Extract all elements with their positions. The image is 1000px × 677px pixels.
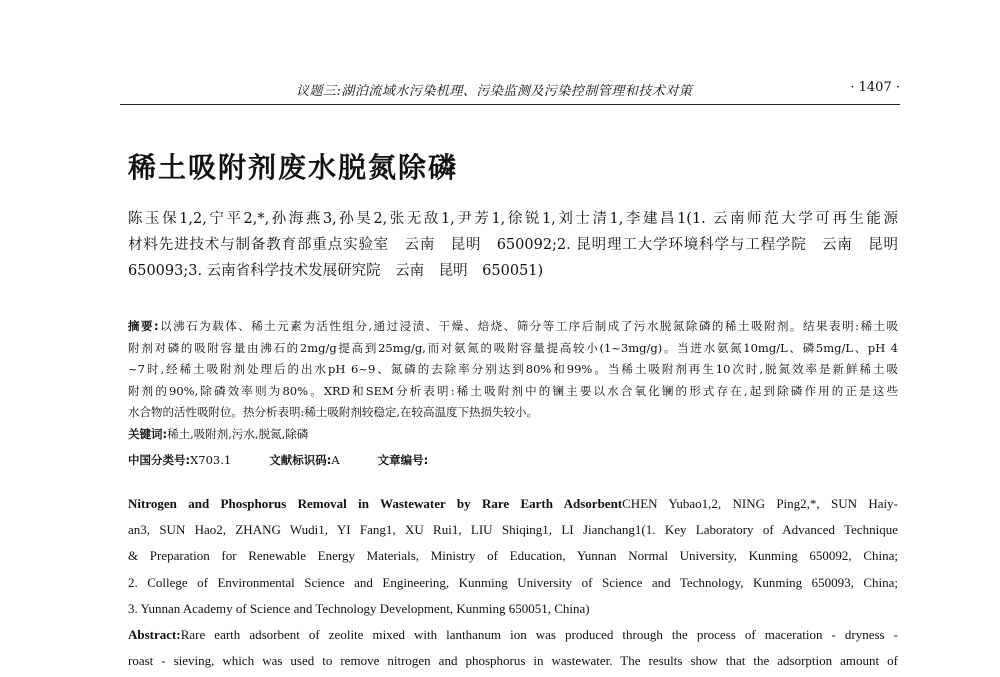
authors-line: 650093;3. 云南省科学技术发展研究院 云南 昆明 650051)	[128, 263, 544, 279]
abstract-label: 摘要:	[128, 319, 159, 333]
english-title: Nitrogen and Phosphorus Removal in Wastewater by Rare Earth Adsorbent	[128, 496, 623, 511]
english-abstract-label: Abstract:	[128, 626, 181, 642]
abstract-line: 水合物的活性吸附位。热分析表明:稀土吸附剂较稳定,在较高温度下热损失较小。	[128, 405, 539, 419]
authors-line: 陈玉保1,2,宁平2,*,孙海燕3,孙昊2,张无敌1,尹芳1,徐锐1,刘士清1,李建昌1(1. 云南师范大学可再生能源	[128, 211, 898, 227]
paper-title: 稀土吸附剂废水脱氮除磷	[128, 151, 459, 184]
abstract-line: 附剂对磷的吸附容量由沸石的2mg/g提高到25mg/g,而对氨氮的吸附容量提高较小(1~3mg/g)。当进水氨氮10mg/L、磷5mg/L、pH 4	[128, 340, 898, 355]
abstract-cn	[128, 316, 898, 445]
abstract-line: 附剂的90%,除磷效率则为80%。XRD和SEM分析表明:稀土吸附剂中的镧主要以水合氧化镧的形式存在,起到除磷作用的正是这些	[128, 383, 898, 398]
class-label: 中国分类号:	[128, 453, 191, 467]
running-header	[296, 80, 900, 99]
keywords: 稀土,吸附剂,污水,脱氮,除磷	[167, 426, 309, 441]
authors-line: 材料先进技术与制备教育部重点实验室 云南 昆明 650092;2. 昆明理工大学环境科学与工程学院 云南 昆明	[128, 237, 898, 253]
article-no-label: 文章编号:	[377, 453, 429, 467]
classification-meta	[128, 452, 898, 468]
keywords-label: 关键词:	[128, 426, 168, 441]
header-topic: 议题三:湖泊流域水污染机理、污染监测及污染控制管理和技术对策	[296, 84, 693, 99]
doc-code-label: 文献标识码:	[269, 453, 332, 467]
abstract-line: ~7时,经稀土吸附剂处理后的出水pH 6~9、氮磷的去除率分别达到80%和99%。当稀土吸附剂再生10次时,脱氮效率是新鲜稀土吸	[128, 362, 898, 376]
english-authors-line: CHEN Yubao1,2, NING Ping2,*, SUN Haiy-	[622, 496, 898, 511]
english-affiliation-line: & Preparation for Renewable Energy Materials, Ministry of Education, Yunnan Normal University, Kunming 650092, China;	[128, 548, 898, 564]
authors-affiliations-cn	[128, 206, 898, 284]
english-authors-line: an3, SUN Hao2, ZHANG Wudi1, YI Fang1, XU Rui1, LIU Shiqing1, LI Jianchang1(1. Key Laboratory of Advanced Technique	[128, 522, 898, 538]
english-abstract-line: roast - sieving, which was used to remove nitrogen and phosphorus in wastewater. The results show that the adsorption amount of	[128, 653, 898, 669]
abstract-line: 以沸石为载体、稀土元素为活性组分,通过浸渍、干燥、焙烧、筛分等工序后制成了污水脱氮除磷的稀土吸附剂。结果表明:稀土吸	[158, 319, 898, 333]
header-rule	[120, 104, 900, 105]
page-number: · 1407 ·	[850, 80, 900, 95]
english-section	[128, 491, 898, 674]
class-value: X703.1	[190, 453, 232, 467]
english-affiliation-line: 2. College of Environmental Science and Engineering, Kunming University of Science and Technology, Kunming 650093, China;	[128, 574, 898, 590]
doc-code-value: A	[331, 453, 340, 467]
english-affiliation-line: 3. Yunnan Academy of Science and Technology Development, Kunming 650051, China)	[128, 600, 590, 616]
english-abstract-line: Rare earth adsorbent of zeolite mixed with lanthanum ion was produced through the process of maceration - dryness -	[180, 626, 898, 642]
